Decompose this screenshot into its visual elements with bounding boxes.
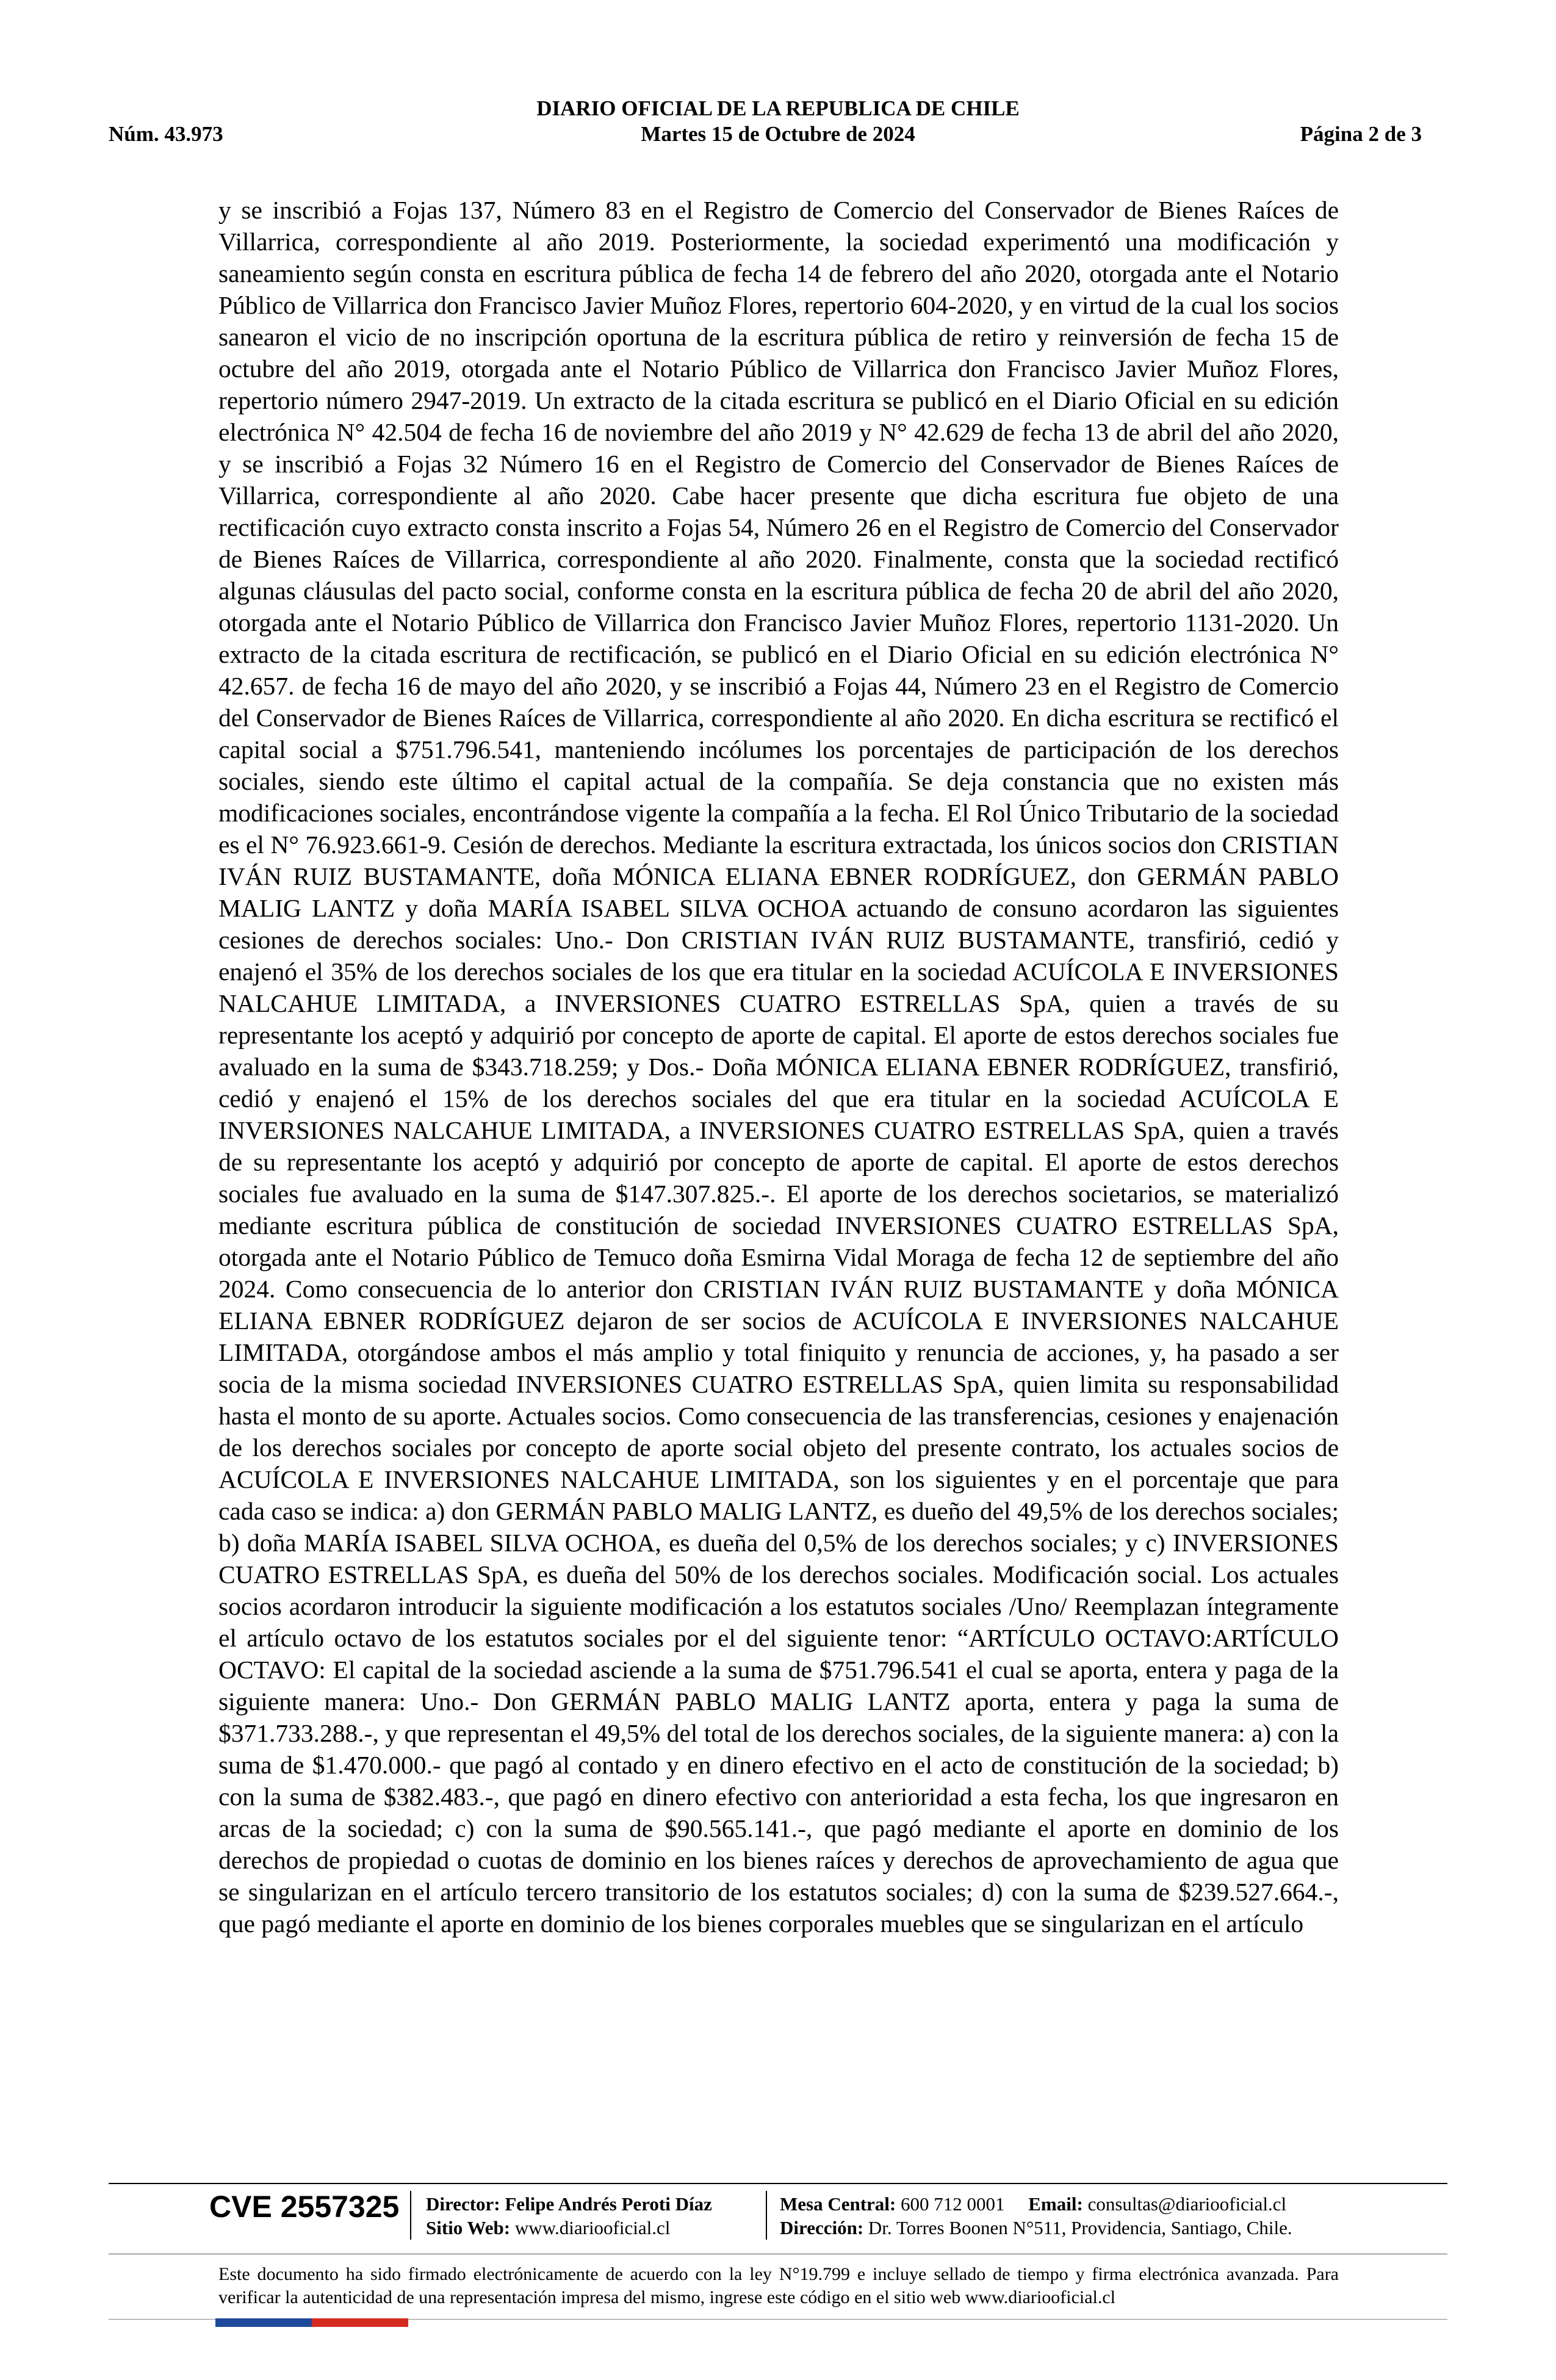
footer-divider	[109, 2183, 1447, 2184]
flag-stripe-red	[312, 2318, 408, 2327]
issue-date: Martes 15 de Octubre de 2024	[641, 122, 915, 146]
footer-director-block	[426, 2192, 712, 2240]
footer-separator	[410, 2191, 411, 2240]
issue-number: Núm. 43.973	[109, 122, 223, 146]
legal-notice: Este documento ha sido firmado electrónicamente de acuerdo con la ley N°19.799 e incluye sellado de tiempo y firma electrónica avanzada. Para verificar la autenticidad de una representación impresa del mismo, ingrese este código en el sitio web www.diariooficial.cl	[218, 2264, 1339, 2307]
email-link[interactable]: consultas@diariooficial.cl	[1087, 2193, 1287, 2215]
site-link[interactable]: www.diariooficial.cl	[514, 2217, 671, 2238]
cve-code: CVE 2557325	[209, 2190, 400, 2224]
director-name: Felipe Andrés Peroti Díaz	[505, 2193, 712, 2215]
address-value: Dr. Torres Boonen N°511, Providencia, Santiago, Chile.	[868, 2217, 1292, 2238]
footer-contact-block	[780, 2192, 1292, 2240]
footer-separator	[766, 2191, 767, 2240]
body-paragraph: y se inscribió a Fojas 137, Número 83 en el Registro de Comercio del Conservador de Bienes Raíces de Villarrica, correspondiente al año 2019. Posteriormente, la sociedad experimentó una modificación y saneamiento según consta en escritura pública de fecha 14 de febrero del año 2020, otorgada ante el Notario Público de Villarrica don Francisco Javier Muñoz Flores, repertorio 604-2020, y en virtud de la cual los socios sanearon el vicio de no inscripción oportuna de la escritura pública de retiro y reinversión de fecha 15 de octubre del año 2019, otorgada ante el Notario Público de Villarrica don Francisco Javier Muñoz Flores, repertorio número 2947-2019. Un extracto de la citada escritura se publicó en el Diario Oficial en su edición electrónica N° 42.504 de fecha 16 de noviembre del año 2019 y N° 42.629 de fecha 13 de abril del año 2020, y se inscribió a Fojas 32 Número 16 en el Registro de Comercio del Conservador de Bienes Raíces de Villarrica, correspondiente al año 2020. Cabe hacer presente que dicha escritura fue objeto de una rectificación cuyo extracto consta inscrito a Fojas 54, Número 26 en el Registro de Comercio del Conservador de Bienes Raíces de Villarrica, correspondiente al año 2020. Finalmente, consta que la sociedad rectificó algunas cláusulas del pacto social, conforme consta en la escritura pública de fecha 20 de abril del año 2020, otorgada ante el Notario Público de Villarrica don Francisco Javier Muñoz Flores, repertorio 1131-2020. Un extracto de la citada escritura de rectificación, se publicó en el Diario Oficial en su edición electrónica N° 42.657. de fecha 16 de mayo del año 2020, y se inscribió a Fojas 44, Número 23 en el Registro de Comercio del Conservador de Bienes Raíces de Villarrica, correspondiente al año 2020. En dicha escritura se rectificó el capital social a $751.796.541, manteniendo incólumes los porcentajes de participación de los derechos sociales, siendo este último el capital actual de la compañía. Se deja constancia que no existen más modificaciones sociales, encontrándose vigente la compañía a la fecha. El Rol Único Tributario de la sociedad es el N° 76.923.661-9. Cesión de derechos. Mediante la escritura extractada, los únicos socios don CRISTIAN IVÁN RUIZ BUSTAMANTE, doña MÓNICA ELIANA EBNER RODRÍGUEZ, don GERMÁN PABLO MALIG LANTZ y doña MARÍA ISABEL SILVA OCHOA actuando de consuno acordaron las siguientes cesiones de derechos sociales: Uno.- Don CRISTIAN IVÁN RUIZ BUSTAMANTE, transfirió, cedió y enajenó el 35% de los derechos sociales de los que era titular en la sociedad ACUÍCOLA E INVERSIONES NALCAHUE LIMITADA, a INVERSIONES CUATRO ESTRELLAS SpA, quien a través de su representante los aceptó y adquirió por concepto de aporte de capital. El aporte de estos derechos sociales fue avaluado en la suma de $343.718.259; y Dos.- Doña MÓNICA ELIANA EBNER RODRÍGUEZ, transfirió, cedió y enajenó el 15% de los derechos sociales del que era titular en la sociedad ACUÍCOLA E INVERSIONES NALCAHUE LIMITADA, a INVERSIONES CUATRO ESTRELLAS SpA, quien a través de su representante los aceptó y adquirió por concepto de aporte de capital. El aporte de estos derechos sociales fue avaluado en la suma de $147.307.825.-. El aporte de los derechos societarios, se materializó mediante escritura pública de constitución de sociedad INVERSIONES CUATRO ESTRELLAS SpA, otorgada ante el Notario Público de Temuco doña Esmirna Vidal Moraga de fecha 12 de septiembre del año 2024. Como consecuencia de lo anterior don CRISTIAN IVÁN RUIZ BUSTAMANTE y doña MÓNICA ELIANA EBNER RODRÍGUEZ dejaron de ser socios de ACUÍCOLA E INVERSIONES NALCAHUE LIMITADA, otorgándose ambos el más amplio y total finiquito y renuncia de acciones, y, ha pasado a ser socia de la misma sociedad INVERSIONES CUATRO ESTRELLAS SpA, quien limita su responsabilidad hasta el monto de su aporte. Actuales socios. Como consecuencia de las transferencias, cesiones y enajenación de los derechos sociales por concepto de aporte social objeto del presente contrato, los actuales socios de ACUÍCOLA E INVERSIONES NALCAHUE LIMITADA, son los siguientes y en el porcentaje que para cada caso se indica: a) don GERMÁN PABLO MALIG LANTZ, es dueño del 49,5% de los derechos sociales; b) doña MARÍA ISABEL SILVA OCHOA, es dueña del 0,5% de los derechos sociales; y c) INVERSIONES CUATRO ESTRELLAS SpA, es dueña del 50% de los derechos sociales. Modificación social. Los actuales socios acordaron introducir la siguiente modificación a los estatutos sociales /Uno/ Reemplazan íntegramente el artículo octavo de los estatutos sociales por el del siguiente tenor: “ARTÍCULO OCTAVO:ARTÍCULO OCTAVO: El capital de la sociedad asciende a la suma de $751.796.541 el cual se aporta, entera y paga de la siguiente manera: Uno.- Don GERMÁN PABLO MALIG LANTZ aporta, entera y paga la suma de $371.733.288.-, y que representan el 49,5% del total de los derechos sociales, de la siguiente manera: a) con la suma de $1.470.000.- que pagó al contado y en dinero efectivo en el acto de constitución de la sociedad; b) con la suma de $382.483.-, que pagó en dinero efectivo con anterioridad a esta fecha, los que ingresaron en arcas de la sociedad; c) con la suma de $90.565.141.-, que pagó mediante el aporte en dominio de los derechos de propiedad o cuotas de dominio en los bienes raíces y derechos de aprovechamiento de agua que se singularizan en el artículo tercero transitorio de los estatutos sociales; d) con la suma de $239.527.664.-, que pagó mediante el aporte en dominio de los bienes corporales muebles que se singularizan en el artículo	[218, 196, 1339, 1938]
flag-stripe-blue	[215, 2318, 312, 2327]
mesa-label: Mesa Central:	[780, 2193, 896, 2215]
newspaper-title: DIARIO OFICIAL DE LA REPUBLICA DE CHILE	[536, 96, 1020, 120]
document-body	[218, 194, 1339, 1939]
address-label: Dirección:	[780, 2217, 864, 2238]
director-label: Director:	[426, 2193, 500, 2215]
mesa-phone: 600 712 0001	[901, 2193, 1005, 2215]
page-indicator: Página 2 de 3	[1300, 122, 1422, 146]
site-label: Sitio Web:	[426, 2217, 511, 2238]
email-label: Email:	[1028, 2193, 1083, 2215]
